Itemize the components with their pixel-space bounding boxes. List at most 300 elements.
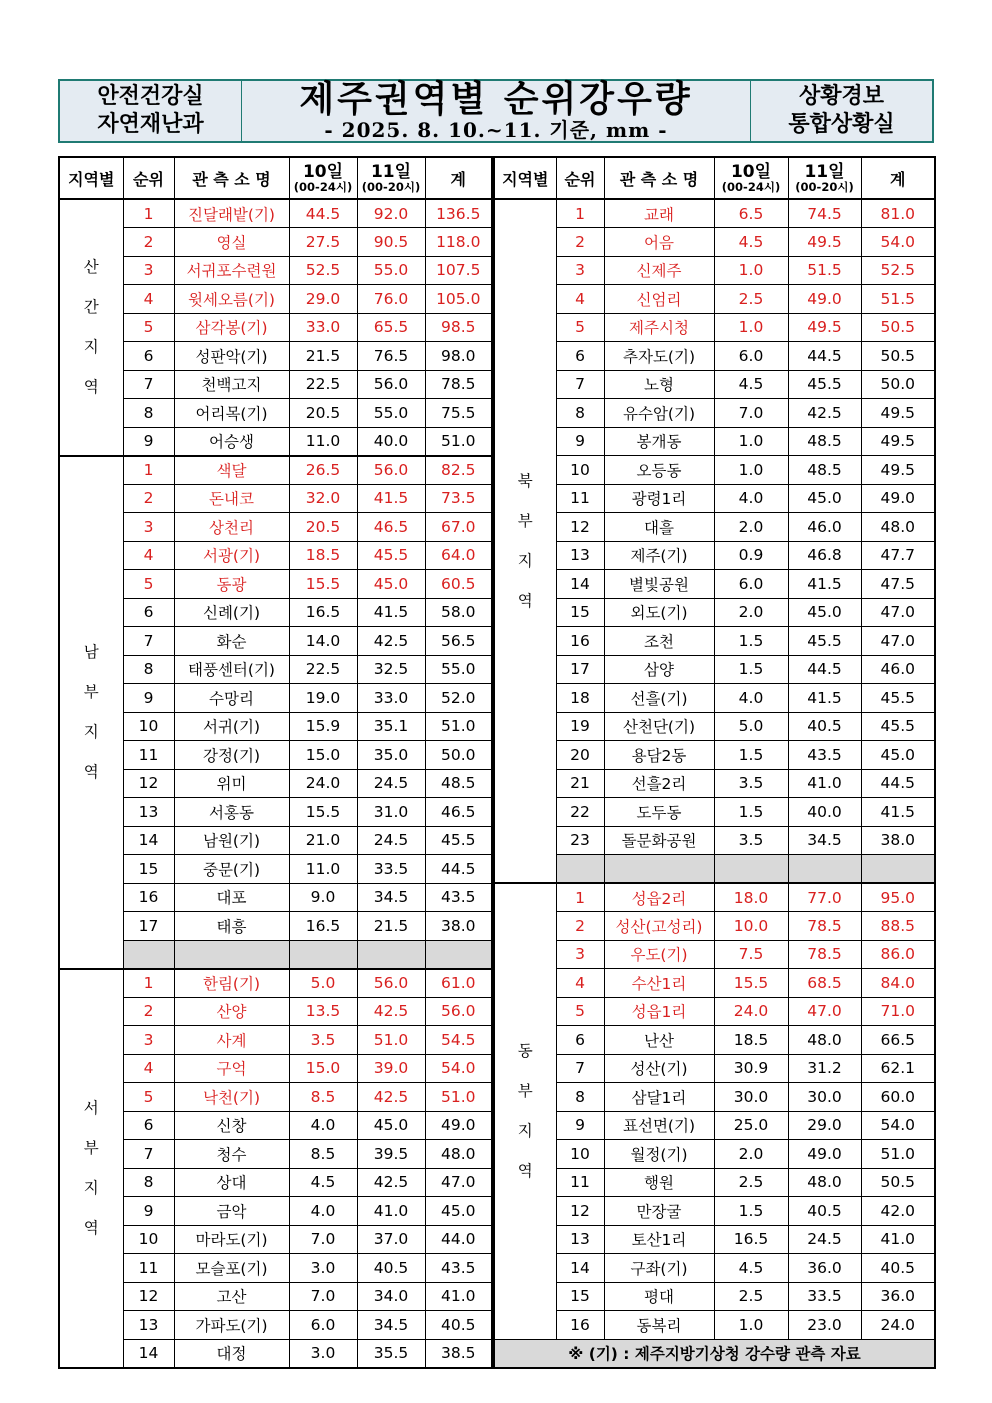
report-header — [58, 79, 934, 143]
total-value: 51.0 — [861, 1140, 935, 1169]
rank-cell: 10 — [556, 1140, 604, 1169]
table-row — [494, 627, 935, 656]
table-row — [59, 1140, 492, 1169]
day10-value: 15.9 — [289, 712, 357, 741]
total-value: 40.5 — [425, 1311, 492, 1340]
region-label-char: 동 — [517, 1042, 533, 1061]
rank-cell: 17 — [123, 912, 174, 941]
table-row — [59, 1197, 492, 1226]
total-value: 43.5 — [425, 1254, 492, 1283]
day11-value: 42.5 — [788, 399, 861, 428]
day11-value: 44.5 — [788, 342, 861, 371]
day11-value: 45.5 — [788, 370, 861, 399]
station-cell: 윗세오름(기) — [174, 285, 289, 314]
day11-value: 41.5 — [357, 484, 425, 513]
day10-value: 4.0 — [289, 1197, 357, 1226]
day11-value: 51.5 — [788, 256, 861, 285]
col-day10-range: (00-24시) — [293, 179, 353, 194]
table-row — [494, 769, 935, 798]
col-total: 계 — [425, 157, 492, 199]
station-cell: 봉개동 — [604, 427, 714, 456]
day10-value: 3.0 — [289, 1339, 357, 1368]
rank-cell: 13 — [556, 1225, 604, 1254]
day11-value: 46.0 — [788, 513, 861, 542]
day11-value: 34.5 — [357, 883, 425, 912]
rank-cell: 5 — [123, 313, 174, 342]
day10-value: 4.0 — [289, 1111, 357, 1140]
day11-value: 45.0 — [788, 598, 861, 627]
footnote: ※ (기) : 제주지방기상청 강수량 관측 자료 — [494, 1339, 935, 1368]
total-value: 50.5 — [861, 342, 935, 371]
total-value: 98.0 — [425, 342, 492, 371]
station-cell: 영실 — [174, 228, 289, 257]
rank-cell: 9 — [556, 1111, 604, 1140]
total-value: 52.5 — [861, 256, 935, 285]
day11-value: 74.5 — [788, 199, 861, 228]
day11-value: 51.0 — [357, 1026, 425, 1055]
station-cell: 동광 — [174, 570, 289, 599]
table-row — [494, 1083, 935, 1112]
day10-value: 27.5 — [289, 228, 357, 257]
col-day10 — [714, 157, 788, 199]
blank-row — [494, 855, 935, 884]
station-cell: 삼양 — [604, 655, 714, 684]
station-cell: 서홍동 — [174, 798, 289, 827]
table-row — [59, 883, 492, 912]
table-row — [59, 769, 492, 798]
col-day11 — [788, 157, 861, 199]
day11-value: 92.0 — [357, 199, 425, 228]
total-value: 60.5 — [425, 570, 492, 599]
region-label-char: 부 — [517, 512, 533, 530]
station-cell: 어승생 — [174, 427, 289, 456]
day11-value: 46.5 — [357, 513, 425, 542]
table-row — [494, 940, 935, 969]
day10-value: 16.5 — [714, 1225, 788, 1254]
table-row — [59, 513, 492, 542]
table-row — [59, 427, 492, 456]
day11-value: 41.5 — [788, 570, 861, 599]
day11-value: 48.5 — [788, 427, 861, 456]
day10-value: 1.5 — [714, 798, 788, 827]
day11-value: 34.5 — [788, 826, 861, 855]
total-value: 95.0 — [861, 883, 935, 912]
day10-value: 3.5 — [714, 769, 788, 798]
day10-value: 24.0 — [714, 997, 788, 1026]
table-row — [494, 912, 935, 941]
table-row — [59, 1111, 492, 1140]
day11-value: 41.5 — [788, 684, 861, 713]
station-cell: 노형 — [604, 370, 714, 399]
station-cell: 신제주 — [604, 256, 714, 285]
rank-cell: 10 — [123, 1225, 174, 1254]
rank-cell: 3 — [556, 940, 604, 969]
region-label-char: 지 — [83, 723, 99, 741]
day10-value: 7.0 — [289, 1282, 357, 1311]
total-value: 47.5 — [861, 570, 935, 599]
station-cell: 표선면(기) — [604, 1111, 714, 1140]
total-value: 24.0 — [861, 1311, 935, 1340]
station-cell: 광령1리 — [604, 484, 714, 513]
day11-value: 48.5 — [788, 456, 861, 485]
rank-cell: 8 — [123, 1168, 174, 1197]
total-value: 66.5 — [861, 1026, 935, 1055]
blank-cell — [788, 855, 861, 884]
day11-value: 55.0 — [357, 256, 425, 285]
rank-cell: 1 — [556, 883, 604, 912]
day10-value: 4.5 — [714, 370, 788, 399]
station-cell: 가파도(기) — [174, 1311, 289, 1340]
day10-value: 6.0 — [714, 570, 788, 599]
station-cell: 돈내코 — [174, 484, 289, 513]
station-cell: 조천 — [604, 627, 714, 656]
rank-cell: 19 — [556, 712, 604, 741]
day11-value: 90.5 — [357, 228, 425, 257]
department-line2: 자연재난과 — [97, 112, 204, 137]
department-line1: 안전건강실 — [97, 84, 204, 109]
day11-value: 77.0 — [788, 883, 861, 912]
table-row — [494, 598, 935, 627]
total-value: 43.5 — [425, 883, 492, 912]
day10-value: 8.5 — [289, 1083, 357, 1112]
region-label-char: 산 — [83, 258, 99, 277]
col-day10-label: 10일 — [302, 161, 344, 182]
station-cell: 태흥 — [174, 912, 289, 941]
blank-cell — [556, 855, 604, 884]
day10-value: 44.5 — [289, 199, 357, 228]
day11-value: 56.0 — [357, 969, 425, 998]
rank-cell: 14 — [123, 1339, 174, 1368]
station-cell: 대정 — [174, 1339, 289, 1368]
station-cell: 성산(고성리) — [604, 912, 714, 941]
day10-value: 4.0 — [714, 684, 788, 713]
rank-cell: 6 — [556, 342, 604, 371]
station-cell: 수망리 — [174, 684, 289, 713]
day10-value: 29.0 — [289, 285, 357, 314]
table-row — [59, 484, 492, 513]
total-value: 60.0 — [861, 1083, 935, 1112]
total-value: 51.5 — [861, 285, 935, 314]
station-cell: 사계 — [174, 1026, 289, 1055]
rank-cell: 14 — [556, 570, 604, 599]
table-row — [59, 456, 492, 485]
col-day10 — [289, 157, 357, 199]
station-cell: 외도(기) — [604, 598, 714, 627]
region-label — [494, 883, 556, 1339]
total-value: 41.0 — [425, 1282, 492, 1311]
table-row — [494, 1168, 935, 1197]
day11-value: 76.0 — [357, 285, 425, 314]
total-value: 56.0 — [425, 997, 492, 1026]
situation-room — [750, 81, 932, 141]
table-row — [59, 1168, 492, 1197]
blank-cell — [357, 940, 425, 969]
station-cell: 삼각봉(기) — [174, 313, 289, 342]
total-value: 84.0 — [861, 969, 935, 998]
day10-value: 22.5 — [289, 370, 357, 399]
day11-value: 40.5 — [788, 712, 861, 741]
station-cell: 교래 — [604, 199, 714, 228]
day11-value: 37.0 — [357, 1225, 425, 1254]
day11-value: 40.5 — [788, 1197, 861, 1226]
total-value: 107.5 — [425, 256, 492, 285]
total-value: 38.0 — [425, 912, 492, 941]
day10-value: 6.0 — [714, 342, 788, 371]
rank-cell: 13 — [556, 541, 604, 570]
rank-cell: 14 — [556, 1254, 604, 1283]
total-value: 51.0 — [425, 427, 492, 456]
station-cell: 오등동 — [604, 456, 714, 485]
day10-value: 11.0 — [289, 855, 357, 884]
total-value: 47.0 — [861, 627, 935, 656]
table-row — [494, 826, 935, 855]
day10-value: 7.5 — [714, 940, 788, 969]
rank-cell: 2 — [123, 228, 174, 257]
blank-cell — [123, 940, 174, 969]
total-value: 40.5 — [861, 1254, 935, 1283]
day10-value: 1.0 — [714, 256, 788, 285]
region-label-char: 지 — [83, 338, 99, 357]
total-value: 42.0 — [861, 1197, 935, 1226]
rank-cell: 9 — [123, 684, 174, 713]
total-value: 75.5 — [425, 399, 492, 428]
rank-cell: 4 — [123, 285, 174, 314]
rank-cell: 22 — [556, 798, 604, 827]
station-cell: 어리목(기) — [174, 399, 289, 428]
day10-value: 52.5 — [289, 256, 357, 285]
day10-value: 4.5 — [289, 1168, 357, 1197]
table-row — [59, 798, 492, 827]
day10-value: 1.5 — [714, 741, 788, 770]
day11-value: 21.5 — [357, 912, 425, 941]
region-label-char: 역 — [517, 1162, 533, 1181]
station-cell: 선흘2리 — [604, 769, 714, 798]
table-row — [494, 342, 935, 371]
station-cell: 모슬포(기) — [174, 1254, 289, 1283]
total-value: 49.0 — [861, 484, 935, 513]
table-row — [59, 712, 492, 741]
day10-value: 15.5 — [289, 798, 357, 827]
table-row — [494, 256, 935, 285]
total-value: 38.5 — [425, 1339, 492, 1368]
day10-value: 1.0 — [714, 427, 788, 456]
day10-value: 20.5 — [289, 513, 357, 542]
station-cell: 월정(기) — [604, 1140, 714, 1169]
table-row — [494, 1225, 935, 1254]
total-value: 51.0 — [425, 1083, 492, 1112]
total-value: 62.1 — [861, 1054, 935, 1083]
col-rank: 순위 — [556, 157, 604, 199]
total-value: 45.5 — [425, 826, 492, 855]
day11-value: 68.5 — [788, 969, 861, 998]
total-value: 41.5 — [861, 798, 935, 827]
day11-value: 46.8 — [788, 541, 861, 570]
rank-cell: 20 — [556, 741, 604, 770]
table-row — [494, 370, 935, 399]
station-cell: 진달래밭(기) — [174, 199, 289, 228]
day11-value: 45.5 — [357, 541, 425, 570]
region-label — [59, 969, 123, 1368]
total-value: 49.5 — [861, 427, 935, 456]
total-value: 73.5 — [425, 484, 492, 513]
total-value: 105.0 — [425, 285, 492, 314]
total-value: 54.0 — [861, 1111, 935, 1140]
rank-cell: 11 — [556, 1168, 604, 1197]
region-label-char: 북 — [517, 472, 533, 490]
total-value: 50.0 — [861, 370, 935, 399]
day11-value: 78.5 — [788, 940, 861, 969]
total-value: 50.5 — [861, 1168, 935, 1197]
table-row — [494, 570, 935, 599]
table-row — [59, 370, 492, 399]
region-label-char: 간 — [83, 298, 99, 317]
rank-cell: 1 — [123, 199, 174, 228]
col-day11-range: (00-20시) — [361, 179, 421, 194]
table-row — [59, 598, 492, 627]
blank-row — [59, 940, 492, 969]
table-row — [494, 1054, 935, 1083]
col-station: 관 측 소 명 — [604, 157, 714, 199]
rank-cell: 15 — [556, 598, 604, 627]
station-cell: 성읍1리 — [604, 997, 714, 1026]
total-value: 88.5 — [861, 912, 935, 941]
day10-value: 15.5 — [714, 969, 788, 998]
table-row — [494, 513, 935, 542]
situation-line2: 통합상황실 — [788, 112, 895, 137]
station-cell: 서귀포수련원 — [174, 256, 289, 285]
rank-cell: 3 — [556, 256, 604, 285]
day10-value: 26.5 — [289, 456, 357, 485]
day10-value: 22.5 — [289, 655, 357, 684]
table-row — [59, 313, 492, 342]
rank-cell: 7 — [123, 370, 174, 399]
table-row — [494, 1111, 935, 1140]
rank-cell: 18 — [556, 684, 604, 713]
table-row — [59, 342, 492, 371]
col-day10-range: (00-24시) — [721, 179, 781, 194]
issuing-department — [60, 81, 242, 141]
total-value: 45.5 — [861, 684, 935, 713]
station-cell: 동복리 — [604, 1311, 714, 1340]
day10-value: 6.0 — [289, 1311, 357, 1340]
total-value: 49.5 — [861, 456, 935, 485]
day11-value: 29.0 — [788, 1111, 861, 1140]
region-label-char: 지 — [517, 1122, 533, 1141]
day10-value: 15.0 — [289, 741, 357, 770]
day10-value: 3.0 — [289, 1254, 357, 1283]
table-row — [59, 256, 492, 285]
table-row — [494, 1311, 935, 1340]
table-row — [494, 399, 935, 428]
table-row — [494, 1197, 935, 1226]
rank-cell: 17 — [556, 655, 604, 684]
rainfall-table-left — [58, 156, 493, 1369]
col-day11-label: 11일 — [804, 161, 845, 182]
day11-value: 47.0 — [788, 997, 861, 1026]
day10-value: 10.0 — [714, 912, 788, 941]
day11-value: 44.5 — [788, 655, 861, 684]
day10-value: 1.0 — [714, 313, 788, 342]
rank-cell: 10 — [123, 712, 174, 741]
table-row — [494, 655, 935, 684]
rank-cell: 2 — [123, 997, 174, 1026]
day10-value: 3.5 — [714, 826, 788, 855]
station-cell: 도두동 — [604, 798, 714, 827]
note-row — [494, 1339, 935, 1368]
total-value: 47.7 — [861, 541, 935, 570]
day10-value: 2.5 — [714, 1168, 788, 1197]
region-label — [59, 199, 123, 456]
day11-value: 40.0 — [357, 427, 425, 456]
day10-value: 1.5 — [714, 655, 788, 684]
station-cell: 화순 — [174, 627, 289, 656]
station-cell: 위미 — [174, 769, 289, 798]
region-label-char: 남 — [83, 643, 99, 661]
table-row — [494, 484, 935, 513]
total-value: 44.5 — [861, 769, 935, 798]
total-value: 49.0 — [425, 1111, 492, 1140]
col-day10-label: 10일 — [730, 161, 772, 182]
day11-value: 33.0 — [357, 684, 425, 713]
day11-value: 55.0 — [357, 399, 425, 428]
rank-cell: 5 — [123, 1083, 174, 1112]
table-row — [59, 1225, 492, 1254]
table-row — [494, 427, 935, 456]
total-value: 45.0 — [425, 1197, 492, 1226]
table-row — [494, 741, 935, 770]
station-cell: 상천리 — [174, 513, 289, 542]
day10-value: 2.0 — [714, 513, 788, 542]
rank-cell: 12 — [556, 1197, 604, 1226]
day10-value: 19.0 — [289, 684, 357, 713]
rank-cell: 3 — [123, 256, 174, 285]
station-cell: 토산1리 — [604, 1225, 714, 1254]
day10-value: 21.5 — [289, 342, 357, 371]
day11-value: 41.0 — [788, 769, 861, 798]
station-cell: 낙천(기) — [174, 1083, 289, 1112]
total-value: 45.5 — [861, 712, 935, 741]
day10-value: 1.5 — [714, 627, 788, 656]
total-value: 41.0 — [861, 1225, 935, 1254]
total-value: 64.0 — [425, 541, 492, 570]
total-value: 78.5 — [425, 370, 492, 399]
day10-value: 1.5 — [714, 1197, 788, 1226]
rank-cell: 4 — [556, 285, 604, 314]
table-header-row — [59, 157, 492, 199]
station-cell: 색달 — [174, 456, 289, 485]
blank-cell — [425, 940, 492, 969]
day11-value: 36.0 — [788, 1254, 861, 1283]
day11-value: 40.0 — [788, 798, 861, 827]
day10-value: 11.0 — [289, 427, 357, 456]
region-label — [59, 456, 123, 969]
total-value: 36.0 — [861, 1282, 935, 1311]
rank-cell: 6 — [123, 1111, 174, 1140]
rank-cell: 12 — [556, 513, 604, 542]
table-row — [494, 228, 935, 257]
rank-cell: 8 — [123, 399, 174, 428]
day11-value: 24.5 — [357, 769, 425, 798]
station-cell: 평대 — [604, 1282, 714, 1311]
rank-cell: 9 — [123, 427, 174, 456]
total-value: 51.0 — [425, 712, 492, 741]
day10-value: 7.0 — [714, 399, 788, 428]
station-cell: 신엄리 — [604, 285, 714, 314]
day11-value: 39.5 — [357, 1140, 425, 1169]
day10-value: 2.0 — [714, 598, 788, 627]
table-row — [59, 1083, 492, 1112]
total-value: 82.5 — [425, 456, 492, 485]
